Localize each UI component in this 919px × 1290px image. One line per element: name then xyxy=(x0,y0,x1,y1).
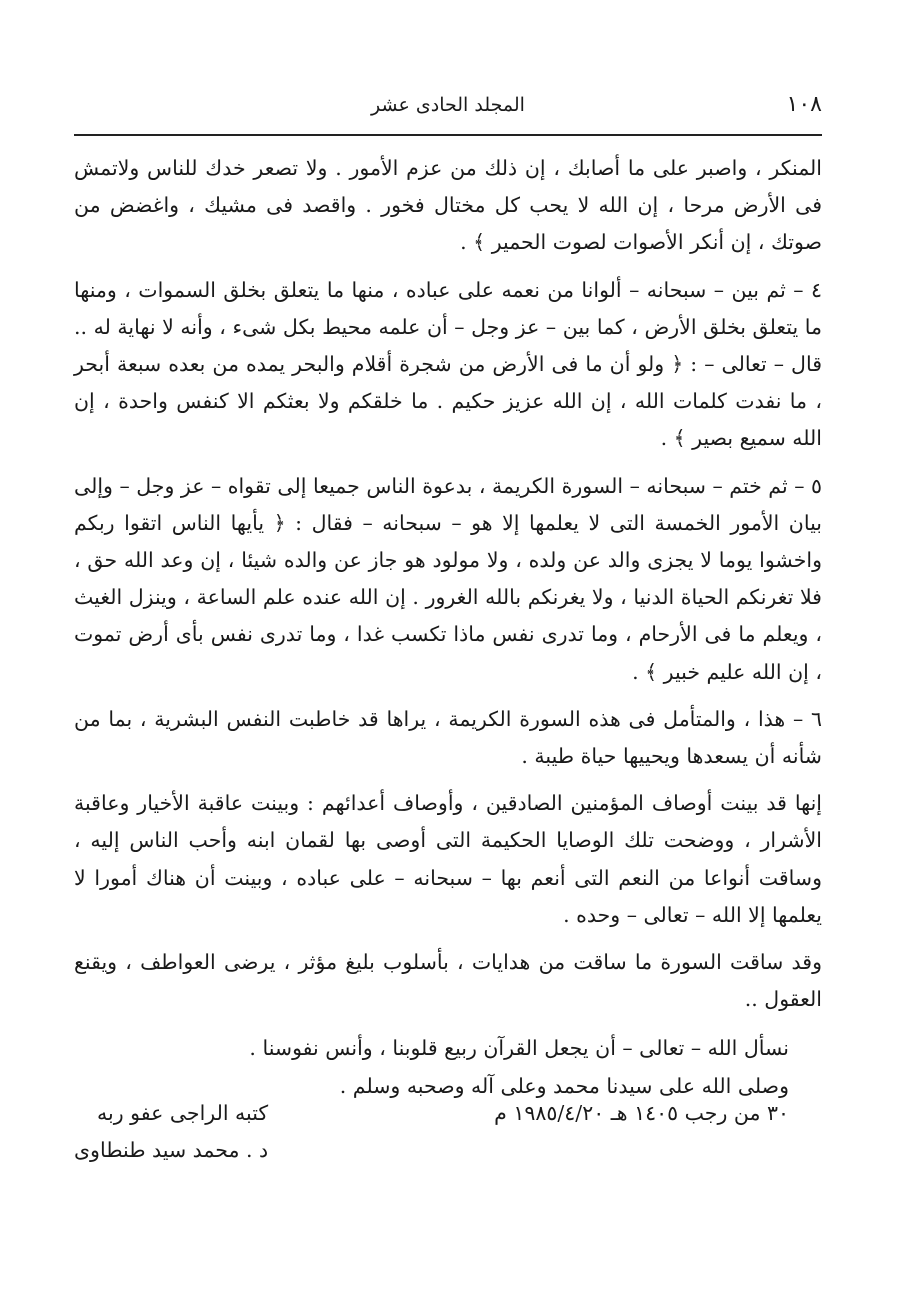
paragraph: إنها قد بينت أوصاف المؤمنين الصادقين ، وأوصاف أعدائهم : وبينت عاقبة الأخيار وعاقبة الأشرار ، ووضحت تلك الوصايا الحكيمة التى أوصى بها لقمان ابنه وأحب الناس إليه ، وساقت أنواعا من النعم التى أنعم بها – سبحانه – على عباده ، وبينت أن هناك أمورا لا يعلمها إلا الله – تعالى – وحده . xyxy=(74,791,822,927)
prayer-line: نسأل الله – تعالى – أن يجعل القرآن ربيع قلوبنا ، وأنس نفوسنا . xyxy=(249,1036,789,1061)
paragraph: ٥ – ثم ختم – سبحانه – السورة الكريمة ، بدعوة الناس جميعا إلى تقواه – عز وجل – وإلى بيان الأمور الخمسة التى لا يعلمها إلا هو – سبحانه – فقال : ﴿ يأيها الناس اتقوا ربكم واخشوا يوما لا يجزى والد عن ولده ، ولا مولود هو جاز عن والده شيئا ، إن وعد الله حق ، فلا تغرنكم الحياة الدنيا ، ولا يغرنكم بالله الغرور . إن الله عنده علم الساعة ، وينزل الغيث ، ويعلم ما فى الأرحام ، وما تدرى نفس ماذا تكسب غدا ، وما تدرى نفس بأى أرض تموت ، إن الله عليم خبير ﴾ . xyxy=(74,473,822,684)
signature-block xyxy=(74,1095,822,1175)
page-body xyxy=(74,150,822,1105)
closing-prayer xyxy=(74,1030,822,1104)
signature-date: ٣٠ من رجب ١٤٠٥ هـ ١٩٨٥/٤/٢٠ م xyxy=(494,1101,789,1125)
header-rule xyxy=(74,134,822,136)
prayer-line: وصلى الله على سيدنا محمد وعلى آله وصحبه وسلم . xyxy=(339,1073,789,1098)
paragraph: ٤ – ثم بين – سبحانه – ألوانا من نعمه على عباده ، منها ما يتعلق بخلق السموات ، ومنها ما يتعلق بخلق الأرض ، كما بين – عز وجل – أن علمه محيط بكل شىء ، وأنه لا نهاية له .. قال – تعالى – : ﴿ ولو أن ما فى الأرض من شجرة أقلام والبحر يمده من بعده سبعة أبحر ، ما نفدت كلمات الله ، إن الله عزيز حكيم . ما خلقكم ولا بعثكم الا كنفس واحدة ، إن الله سميع بصير ﴾ . xyxy=(74,277,822,451)
signer xyxy=(74,1095,268,1169)
paragraph: المنكر ، واصبر على ما أصابك ، إن ذلك من عزم الأمور . ولا تصعر خدك للناس ولاتمش فى الأرض مرحا ، إن الله لا يحب كل مختال فخور . واقصد فى مشيك ، واغضض من صوتك ، إن أنكر الأصوات لصوت الحمير ﴾ . xyxy=(74,156,822,255)
page-header xyxy=(74,92,822,126)
signer-line: كتبه الراجى عفو ربه xyxy=(97,1101,269,1125)
paragraph: وقد ساقت السورة ما ساقت من هدايات ، بأسلوب بليغ مؤثر ، يرضى العواطف ، ويقنع العقول .. xyxy=(74,950,822,1012)
running-title: المجلد الحادى عشر xyxy=(371,94,525,116)
paragraph: ٦ – هذا ، والمتأمل فى هذه السورة الكريمة ، يراها قد خاطبت النفس البشرية ، بما من شأنه أن يسعدها ويحييها حياة طيبة . xyxy=(74,706,822,769)
page-number: ١٠٨ xyxy=(786,92,822,117)
signer-name: د . محمد سيد طنطاوى xyxy=(74,1138,269,1162)
